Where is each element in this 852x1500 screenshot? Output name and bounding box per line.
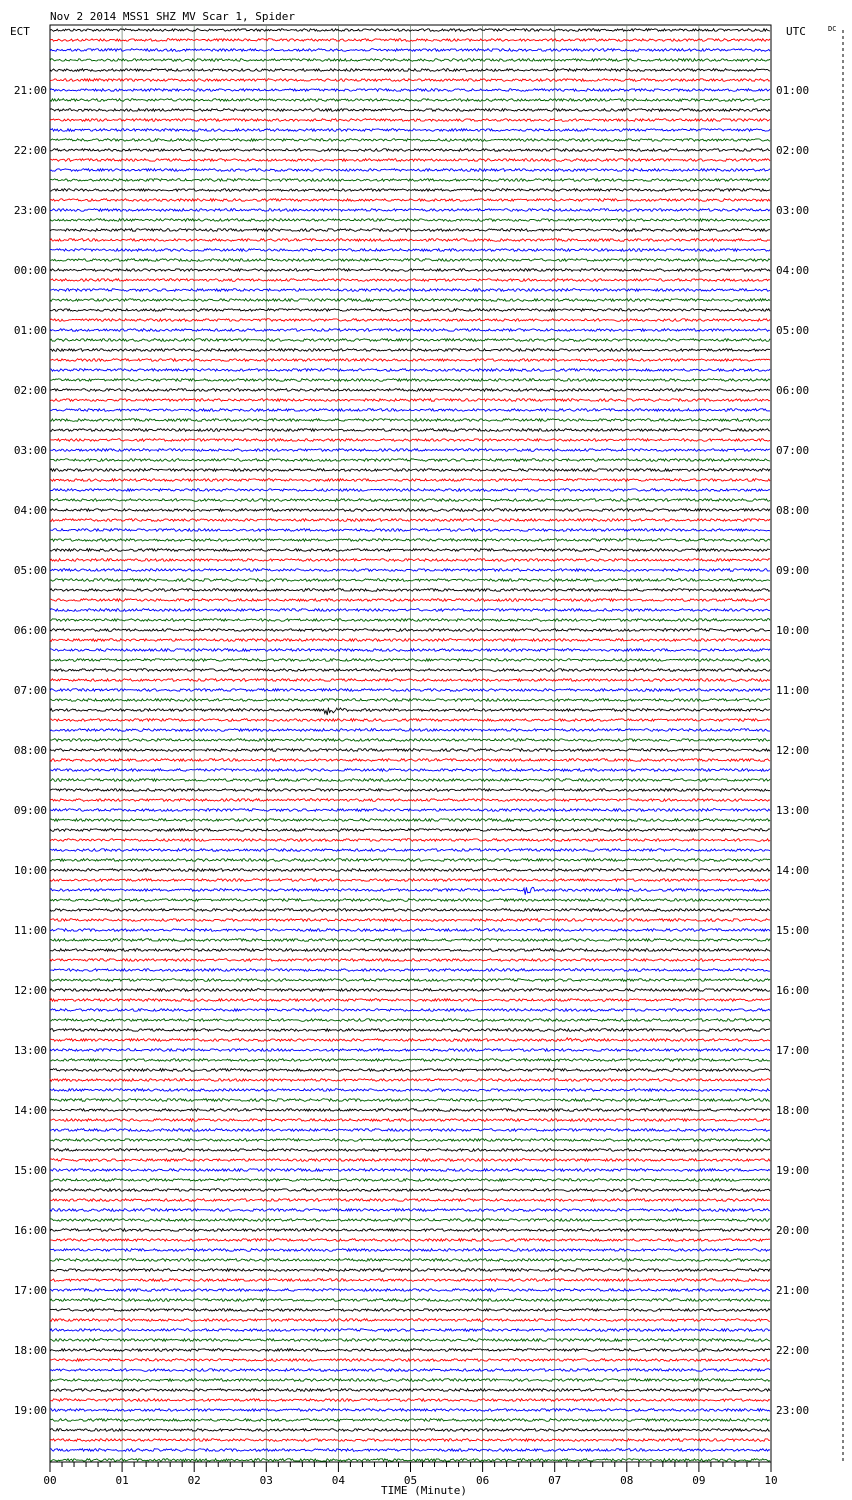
seismic-trace — [50, 749, 770, 752]
right-hour-label: 03:00 — [776, 204, 810, 217]
right-hour-label: 16:00 — [776, 984, 810, 997]
seismic-trace — [50, 159, 770, 162]
seismic-trace — [50, 309, 770, 312]
seismic-trace — [50, 1389, 770, 1392]
seismic-trace — [50, 839, 770, 842]
seismic-trace — [50, 999, 770, 1002]
seismic-trace — [50, 129, 770, 132]
left-hour-label: 08:00 — [13, 744, 47, 757]
left-hour-label: 19:00 — [13, 1404, 47, 1417]
right-hour-label: 09:00 — [776, 564, 810, 577]
seismic-trace — [50, 149, 770, 152]
left-hour-label: 18:00 — [13, 1344, 47, 1357]
seismic-trace — [50, 799, 770, 802]
right-hour-label: 12:00 — [776, 744, 810, 757]
x-tick-label: 02 — [187, 1474, 201, 1487]
seismic-trace — [50, 99, 770, 102]
seismic-trace — [50, 759, 770, 762]
right-hour-label: 17:00 — [776, 1044, 810, 1057]
left-hour-label: 13:00 — [13, 1044, 47, 1057]
x-tick-label: 07 — [548, 1474, 562, 1487]
seismic-trace — [50, 1239, 770, 1242]
seismic-trace — [50, 469, 770, 472]
seismic-trace — [50, 729, 770, 732]
right-hour-label: 07:00 — [776, 444, 810, 457]
right-hour-label: 11:00 — [776, 684, 810, 697]
seismic-trace — [50, 1189, 770, 1192]
seismic-trace — [50, 79, 770, 82]
seismic-trace — [50, 179, 770, 182]
seismic-trace — [50, 289, 770, 292]
left-hour-label: 07:00 — [13, 684, 47, 697]
seismic-trace — [50, 849, 770, 852]
seismic-trace — [50, 219, 770, 222]
seismic-trace — [50, 919, 770, 922]
seismic-trace — [50, 599, 770, 602]
seismic-trace — [50, 1369, 770, 1372]
x-tick-label: 00 — [43, 1474, 57, 1487]
right-hour-label: 02:00 — [776, 144, 810, 157]
seismic-trace — [50, 949, 770, 952]
seismic-trace — [50, 1379, 770, 1382]
chart-title: Nov 2 2014 MSS1 SHZ MV Scar 1, Spider — [50, 10, 296, 23]
x-tick-label: 04 — [331, 1474, 346, 1487]
seismic-trace — [50, 1159, 770, 1162]
seismic-trace — [50, 589, 770, 592]
left-hour-label: 22:00 — [13, 144, 47, 157]
seismic-trace — [50, 139, 770, 142]
left-hour-label: 10:00 — [13, 864, 47, 877]
left-hour-label: 17:00 — [13, 1284, 47, 1297]
seismic-trace — [50, 229, 770, 232]
seismic-trace — [50, 669, 770, 672]
left-hour-label: 03:00 — [13, 444, 47, 457]
right-hour-label: 21:00 — [776, 1284, 810, 1297]
seismic-trace — [50, 1459, 770, 1462]
seismic-trace — [50, 1089, 770, 1092]
left-hour-label: 00:00 — [13, 264, 47, 277]
seismic-trace — [50, 109, 770, 112]
left-hour-label: 09:00 — [13, 804, 47, 817]
seismic-trace — [50, 489, 770, 492]
seismic-trace — [50, 29, 770, 32]
left-hour-label: 11:00 — [13, 924, 47, 937]
seismic-trace — [50, 1229, 770, 1232]
seismic-trace — [50, 1059, 770, 1062]
seismic-trace — [50, 259, 770, 262]
seismic-trace — [50, 529, 770, 532]
seismic-trace — [50, 369, 770, 372]
x-tick-label: 03 — [259, 1474, 273, 1487]
seismic-trace — [50, 1179, 770, 1182]
seismic-trace — [50, 689, 770, 692]
x-tick-label: 08 — [620, 1474, 634, 1487]
left-hour-label: 01:00 — [13, 324, 47, 337]
seismic-trace — [50, 1249, 770, 1252]
seismic-trace — [50, 89, 770, 92]
seismic-trace — [50, 649, 770, 652]
seismic-trace — [50, 429, 770, 432]
seismic-trace — [50, 1429, 770, 1432]
seismic-trace — [50, 299, 770, 302]
seismic-trace — [50, 1409, 770, 1412]
seismic-trace — [50, 1109, 770, 1112]
seismic-trace — [50, 929, 770, 932]
seismic-trace — [50, 708, 770, 715]
seismic-trace — [50, 499, 770, 502]
seismic-trace — [50, 419, 770, 422]
seismic-trace — [50, 39, 770, 42]
left-hour-label: 16:00 — [13, 1224, 47, 1237]
right-hour-label: 10:00 — [776, 624, 810, 637]
seismic-trace — [50, 189, 770, 192]
seismic-trace — [50, 959, 770, 962]
seismic-trace — [50, 909, 770, 912]
seismic-trace — [50, 119, 770, 122]
x-tick-label: 06 — [475, 1474, 490, 1487]
seismic-trace — [50, 539, 770, 542]
left-hour-label: 14:00 — [13, 1104, 47, 1117]
seismic-trace — [50, 269, 770, 272]
seismic-trace — [50, 1279, 770, 1282]
seismic-trace — [50, 1149, 770, 1152]
seismic-trace — [50, 319, 770, 322]
seismic-trace — [50, 619, 770, 622]
right-hour-label: 19:00 — [776, 1164, 810, 1177]
seismic-trace — [50, 279, 770, 282]
seismic-trace — [50, 1069, 770, 1072]
right-hour-label: 23:00 — [776, 1404, 810, 1417]
seismic-trace — [50, 329, 770, 332]
seismic-trace — [50, 1139, 770, 1142]
seismic-trace — [50, 1299, 770, 1302]
right-hour-label: 04:00 — [776, 264, 810, 277]
seismic-trace — [50, 379, 770, 382]
seismic-trace — [50, 409, 770, 412]
x-tick-label: 10 — [764, 1474, 778, 1487]
right-hour-label: 14:00 — [776, 864, 810, 877]
left-hour-label: 12:00 — [13, 984, 47, 997]
seismic-trace — [50, 1079, 770, 1082]
seismic-trace — [50, 1119, 770, 1122]
seismic-trace — [50, 699, 770, 702]
seismic-trace — [50, 1349, 770, 1352]
seismic-trace — [50, 1259, 770, 1262]
seismic-trace — [50, 859, 770, 862]
seismic-trace — [50, 879, 770, 882]
seismic-trace — [50, 519, 770, 522]
seismic-trace — [50, 739, 770, 742]
seismic-trace — [50, 869, 770, 872]
seismic-trace — [50, 1029, 770, 1032]
seismic-trace — [50, 1019, 770, 1022]
seismic-trace — [50, 359, 770, 362]
seismic-trace — [50, 679, 770, 682]
seismic-trace — [50, 719, 770, 722]
seismic-trace — [50, 439, 770, 442]
seismic-trace — [50, 1289, 770, 1292]
seismic-trace — [50, 899, 770, 902]
seismic-trace — [50, 969, 770, 972]
right-hour-label: 18:00 — [776, 1104, 810, 1117]
seismic-trace — [50, 1009, 770, 1012]
left-hour-label: 05:00 — [13, 564, 47, 577]
seismic-trace — [50, 49, 770, 52]
left-hour-label: 15:00 — [13, 1164, 47, 1177]
seismic-trace — [50, 1439, 770, 1442]
seismic-trace — [50, 779, 770, 782]
seismic-trace — [50, 199, 770, 202]
seismic-trace — [50, 399, 770, 402]
seismic-trace — [50, 1099, 770, 1102]
left-hour-label: 23:00 — [13, 204, 47, 217]
seismic-trace — [50, 609, 770, 612]
right-hour-label: 05:00 — [776, 324, 810, 337]
seismic-trace — [50, 1219, 770, 1222]
seismic-trace — [50, 1049, 770, 1052]
seismic-trace — [50, 389, 770, 392]
seismic-trace — [50, 1339, 770, 1342]
seismic-trace — [50, 209, 770, 212]
seismic-trace — [50, 1329, 770, 1332]
seismic-trace — [50, 239, 770, 242]
x-tick-label: 05 — [403, 1474, 418, 1487]
seismic-trace — [50, 249, 770, 252]
seismic-trace — [50, 989, 770, 992]
left-hour-label: 21:00 — [13, 84, 47, 97]
seismic-trace — [50, 829, 770, 832]
seismic-trace — [50, 1309, 770, 1312]
seismic-trace — [50, 579, 770, 582]
seismic-trace — [50, 979, 770, 982]
seismic-trace — [50, 1169, 770, 1172]
seismic-trace — [50, 559, 770, 562]
x-tick-label: 01 — [115, 1474, 129, 1487]
seismic-trace — [50, 659, 770, 662]
left-hour-label: 04:00 — [13, 504, 47, 517]
seismic-trace — [50, 1269, 770, 1272]
seismic-trace — [50, 459, 770, 462]
seismic-trace — [50, 449, 770, 452]
seismic-trace — [50, 169, 770, 172]
seismic-trace — [50, 939, 770, 942]
seismic-trace — [50, 1199, 770, 1202]
right-hour-label: 06:00 — [776, 384, 810, 397]
right-hour-label: 08:00 — [776, 504, 810, 517]
seismic-trace — [50, 1359, 770, 1362]
left-hour-label: 02:00 — [13, 384, 47, 397]
seismic-trace — [50, 509, 770, 512]
right-hour-label: 01:00 — [776, 84, 810, 97]
seismic-trace — [50, 569, 770, 572]
seismic-traces — [50, 29, 770, 1462]
seismic-trace — [50, 629, 770, 632]
seismic-trace — [50, 1038, 770, 1042]
seismic-trace — [50, 809, 770, 812]
seismic-trace — [50, 59, 770, 62]
right-hour-label: 20:00 — [776, 1224, 810, 1237]
seismic-trace — [50, 69, 770, 72]
seismic-trace — [50, 1399, 770, 1402]
seismic-trace — [50, 819, 770, 822]
right-timezone-label: UTC — [786, 25, 806, 38]
seismic-trace — [50, 769, 770, 772]
seismic-trace — [50, 1449, 770, 1452]
dc-label: DC — [828, 25, 837, 33]
left-hour-label: 06:00 — [13, 624, 47, 637]
seismic-trace — [50, 1319, 770, 1322]
seismic-trace — [50, 479, 770, 482]
seismic-trace — [50, 1129, 770, 1132]
right-hour-label: 15:00 — [776, 924, 810, 937]
x-axis-title: TIME (Minute) — [380, 1484, 468, 1497]
seismic-trace — [50, 639, 770, 642]
seismic-trace — [50, 339, 770, 342]
right-hour-label: 22:00 — [776, 1344, 810, 1357]
seismic-trace — [50, 1209, 770, 1212]
seismic-trace — [50, 549, 770, 552]
seismic-trace — [50, 887, 770, 894]
left-timezone-label: ECT — [10, 25, 30, 38]
x-tick-label: 09 — [692, 1474, 706, 1487]
seismic-trace — [50, 349, 770, 352]
seismic-trace — [50, 1419, 770, 1422]
right-hour-label: 13:00 — [776, 804, 810, 817]
seismic-trace — [50, 789, 770, 792]
